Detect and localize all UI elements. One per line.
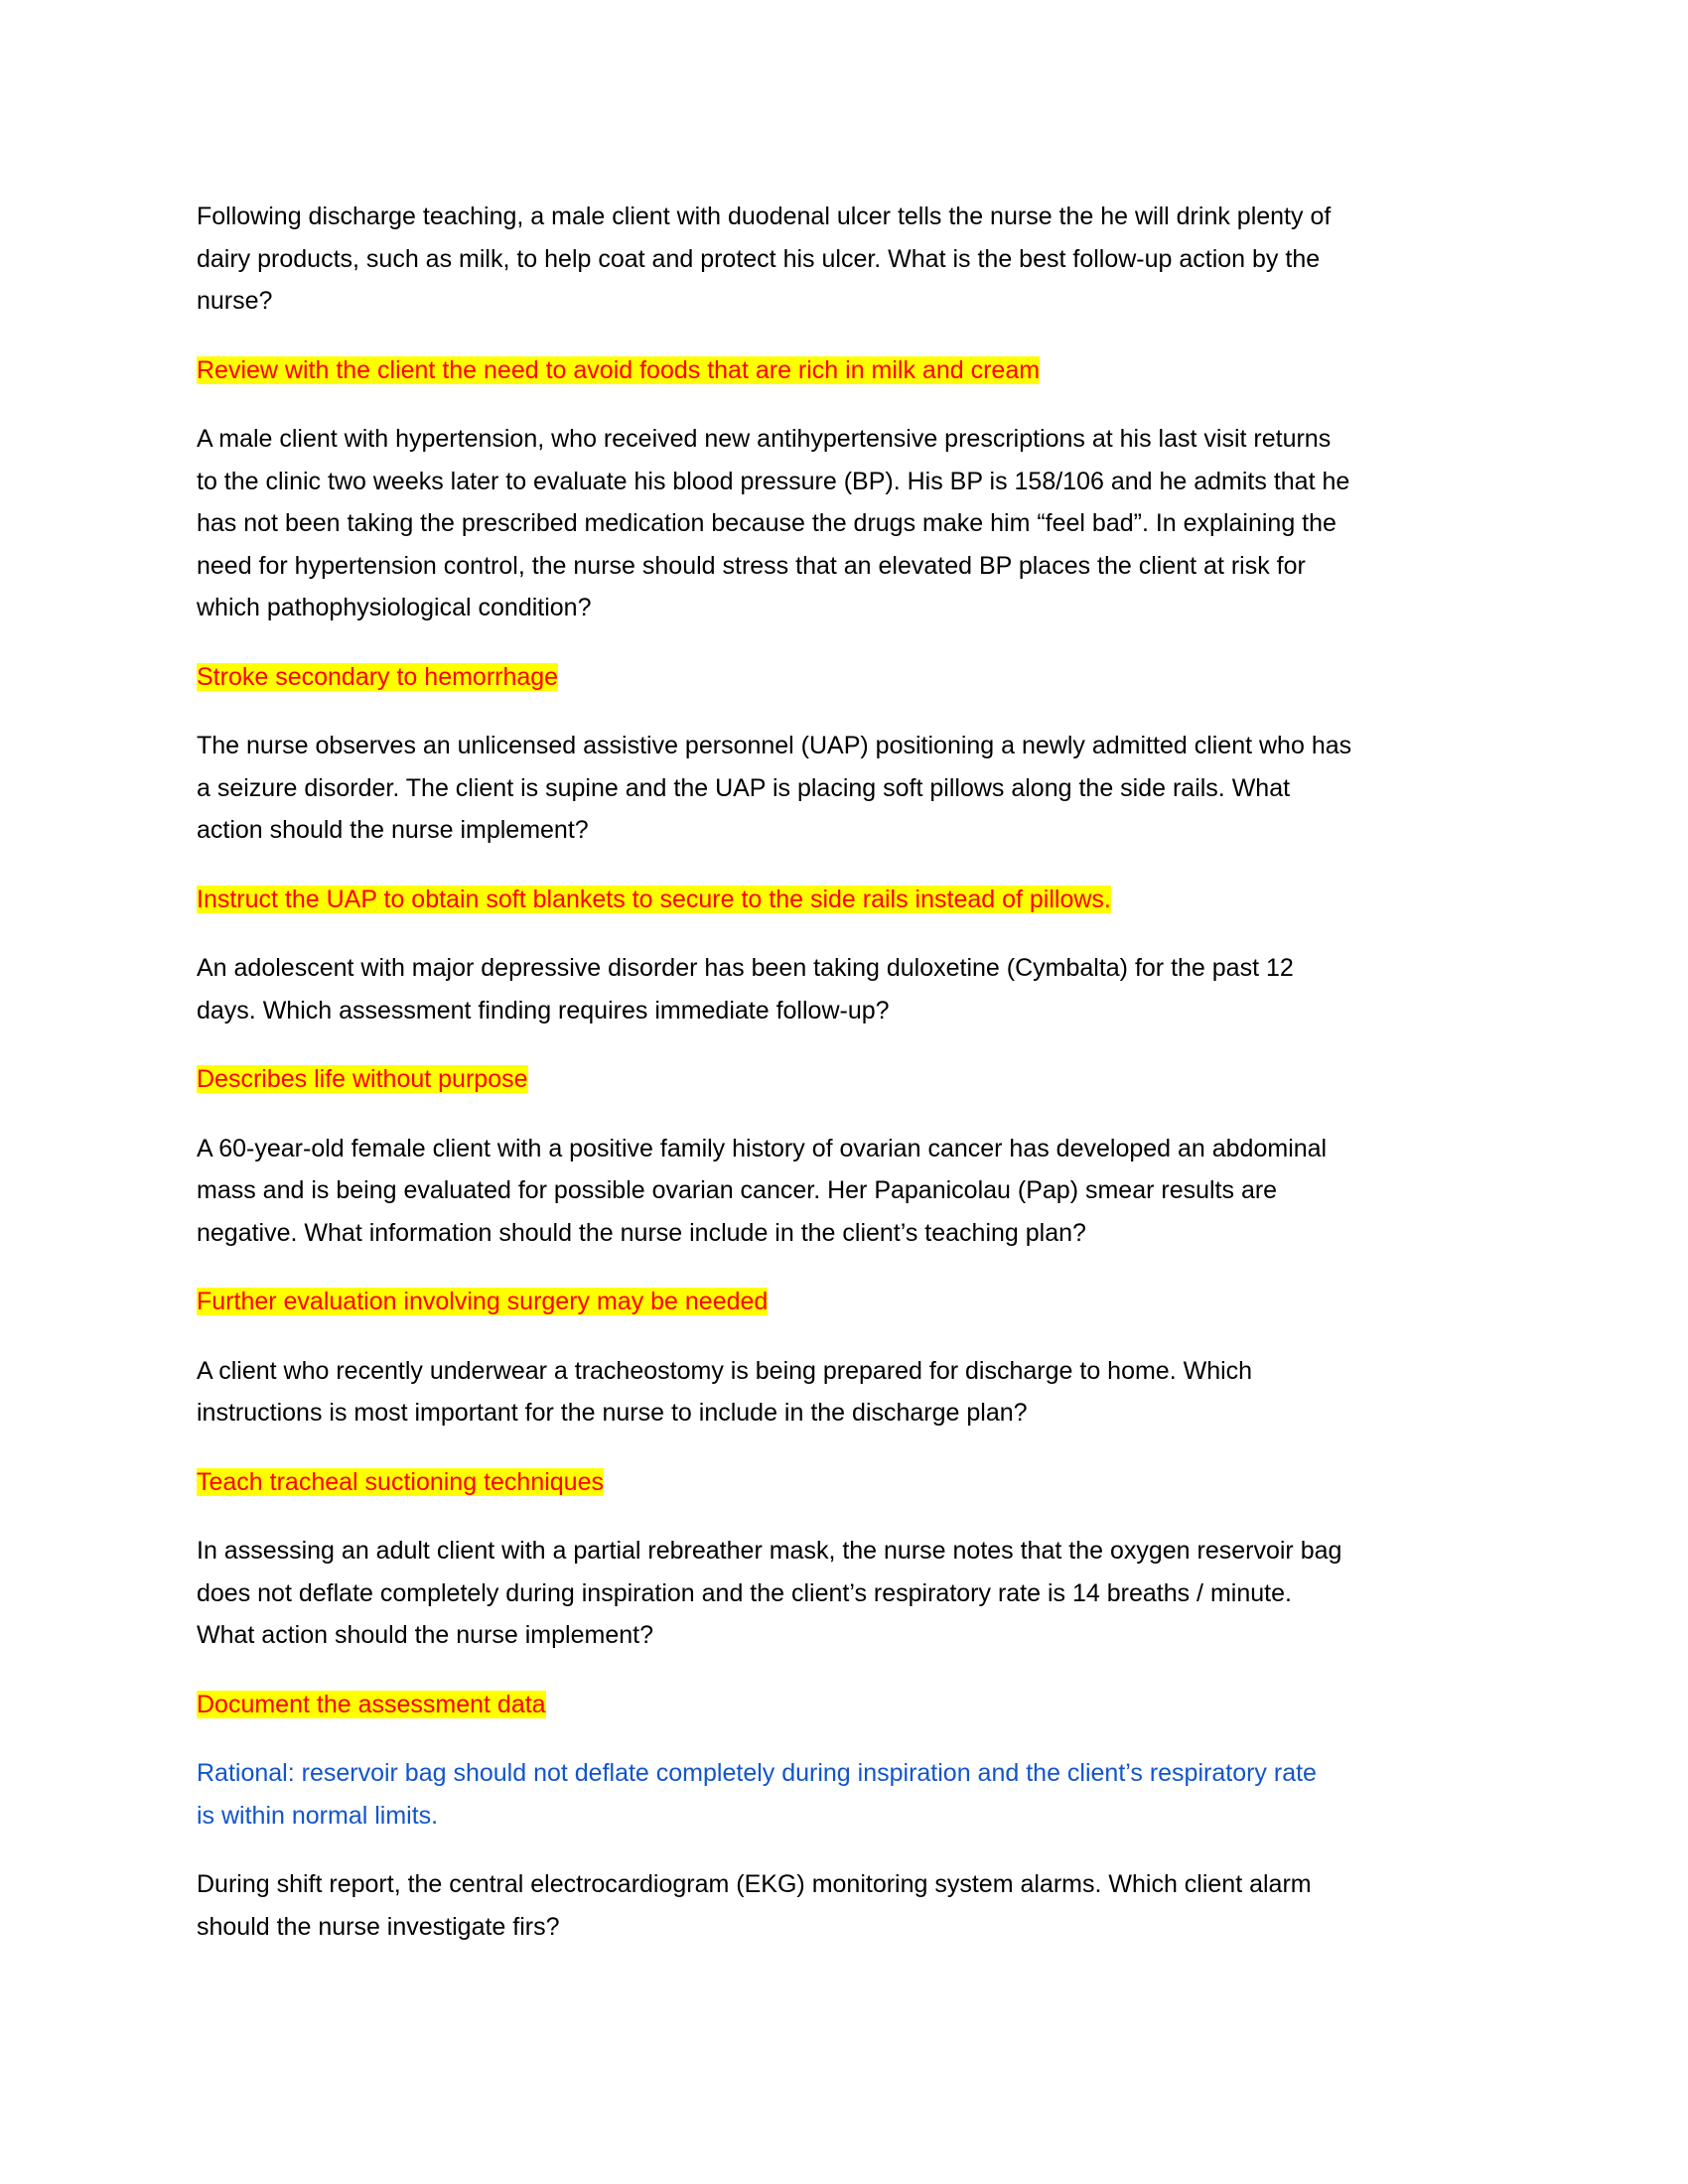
- answer-paragraph: [197, 1058, 1507, 1101]
- answer-text: Review with the client the need to avoid foods that are rich in milk and cream: [197, 355, 1041, 384]
- question-line: [197, 1614, 1507, 1657]
- document-page: [197, 196, 1507, 1975]
- rationale-line: [197, 1752, 1507, 1795]
- answer-line: [197, 1281, 1507, 1323]
- question-line: [197, 1906, 1507, 1949]
- answer-line: [197, 879, 1507, 921]
- answer-line: [197, 656, 1507, 699]
- question-text: During shift report, the central electrocardiogram (EKG) monitoring system alarms. Which client alarm: [197, 1870, 1312, 1898]
- question-text: The nurse observes an unlicensed assistive personnel (UAP) positioning a newly admitted client who has: [197, 732, 1352, 759]
- question-text: negative. What information should the nurse include in the client’s teaching plan?: [197, 1218, 1086, 1247]
- question-text: A male client with hypertension, who received new antihypertensive prescriptions at his last visit returns: [197, 425, 1332, 453]
- question-text: days. Which assessment finding requires immediate follow-up?: [197, 996, 890, 1024]
- question-line: [197, 725, 1507, 767]
- question-text: has not been taking the prescribed medication because the drugs make him “feel bad”. In explaining the: [197, 509, 1336, 537]
- question-text: which pathophysiological condition?: [197, 594, 592, 621]
- question-line: [197, 1863, 1507, 1906]
- question-paragraph: [197, 947, 1507, 1031]
- question-line: [197, 1128, 1507, 1170]
- answer-paragraph: [197, 656, 1507, 699]
- question-line: [197, 809, 1507, 852]
- answer-text: Further evaluation involving surgery may be needed: [197, 1288, 769, 1315]
- question-text: action should the nurse implement?: [197, 816, 589, 844]
- question-line: [197, 461, 1507, 503]
- question-line: [197, 947, 1507, 990]
- question-line: [197, 418, 1507, 461]
- question-text: Following discharge teaching, a male client with duodenal ulcer tells the nurse the he will drink plenty of: [197, 203, 1332, 230]
- question-paragraph: [197, 725, 1507, 852]
- question-line: [197, 1530, 1507, 1572]
- question-text: In assessing an adult client with a partial rebreather mask, the nurse notes that the oxygen reservoir bag: [197, 1537, 1342, 1565]
- question-paragraph: [197, 1128, 1507, 1255]
- question-line: [197, 280, 1507, 323]
- question-text: should the nurse investigate firs?: [197, 1912, 560, 1941]
- question-text: mass and is being evaluated for possible ovarian cancer. Her Papanicolau (Pap) smear results are: [197, 1176, 1278, 1204]
- question-line: [197, 990, 1507, 1032]
- answer-line: [197, 1058, 1507, 1101]
- question-paragraph: [197, 196, 1507, 323]
- answer-paragraph: [197, 1461, 1507, 1504]
- question-text: A 60-year-old female client with a positive family history of ovarian cancer has developed an abdominal: [197, 1134, 1328, 1162]
- question-line: [197, 1572, 1507, 1615]
- question-line: [197, 1212, 1507, 1255]
- question-text: need for hypertension control, the nurse should stress that an elevated BP places the client at risk for: [197, 551, 1306, 580]
- rationale-text: is within normal limits.: [197, 1801, 439, 1830]
- question-paragraph: [197, 1350, 1507, 1434]
- question-line: [197, 545, 1507, 588]
- answer-text: Instruct the UAP to obtain soft blankets to secure to the side rails instead of pillows.: [197, 885, 1111, 913]
- question-paragraph: [197, 418, 1507, 629]
- question-line: [197, 1169, 1507, 1212]
- answer-line: [197, 349, 1507, 392]
- question-text: What action should the nurse implement?: [197, 1621, 653, 1649]
- question-line: [197, 1350, 1507, 1393]
- question-text: does not deflate completely during inspiration and the client’s respiratory rate is 14 breaths / minute.: [197, 1578, 1292, 1607]
- question-line: [197, 238, 1507, 281]
- answer-text: Document the assessment data: [197, 1690, 546, 1718]
- answer-text: Teach tracheal suctioning techniques: [197, 1467, 604, 1496]
- answer-paragraph: [197, 1684, 1507, 1726]
- answer-text: Stroke secondary to hemorrhage: [197, 662, 559, 691]
- rationale-paragraph: [197, 1752, 1507, 1837]
- answer-paragraph: [197, 879, 1507, 921]
- answer-text: Describes life without purpose: [197, 1065, 528, 1093]
- question-text: nurse?: [197, 287, 273, 315]
- question-line: [197, 502, 1507, 545]
- question-text: instructions is most important for the nurse to include in the discharge plan?: [197, 1399, 1028, 1427]
- question-line: [197, 196, 1507, 238]
- rationale-line: [197, 1795, 1507, 1838]
- question-paragraph: [197, 1863, 1507, 1948]
- question-line: [197, 767, 1507, 810]
- question-line: [197, 1392, 1507, 1434]
- question-line: [197, 587, 1507, 629]
- answer-paragraph: [197, 1281, 1507, 1323]
- question-text: An adolescent with major depressive disorder has been taking duloxetine (Cymbalta) for the past 12: [197, 954, 1294, 982]
- question-text: A client who recently underwear a tracheostomy is being prepared for discharge to home. Which: [197, 1356, 1253, 1385]
- rationale-text: Rational: reservoir bag should not deflate completely during inspiration and the client’s respiratory rate: [197, 1759, 1317, 1787]
- answer-paragraph: [197, 349, 1507, 392]
- question-text: to the clinic two weeks later to evaluate his blood pressure (BP). His BP is 158/106 and he admits that he: [197, 467, 1350, 495]
- question-paragraph: [197, 1530, 1507, 1657]
- answer-line: [197, 1461, 1507, 1504]
- question-text: a seizure disorder. The client is supine and the UAP is placing soft pillows along the side rails. What: [197, 773, 1291, 802]
- question-text: dairy products, such as milk, to help coat and protect his ulcer. What is the best follow-up action by the: [197, 244, 1321, 273]
- answer-line: [197, 1684, 1507, 1726]
